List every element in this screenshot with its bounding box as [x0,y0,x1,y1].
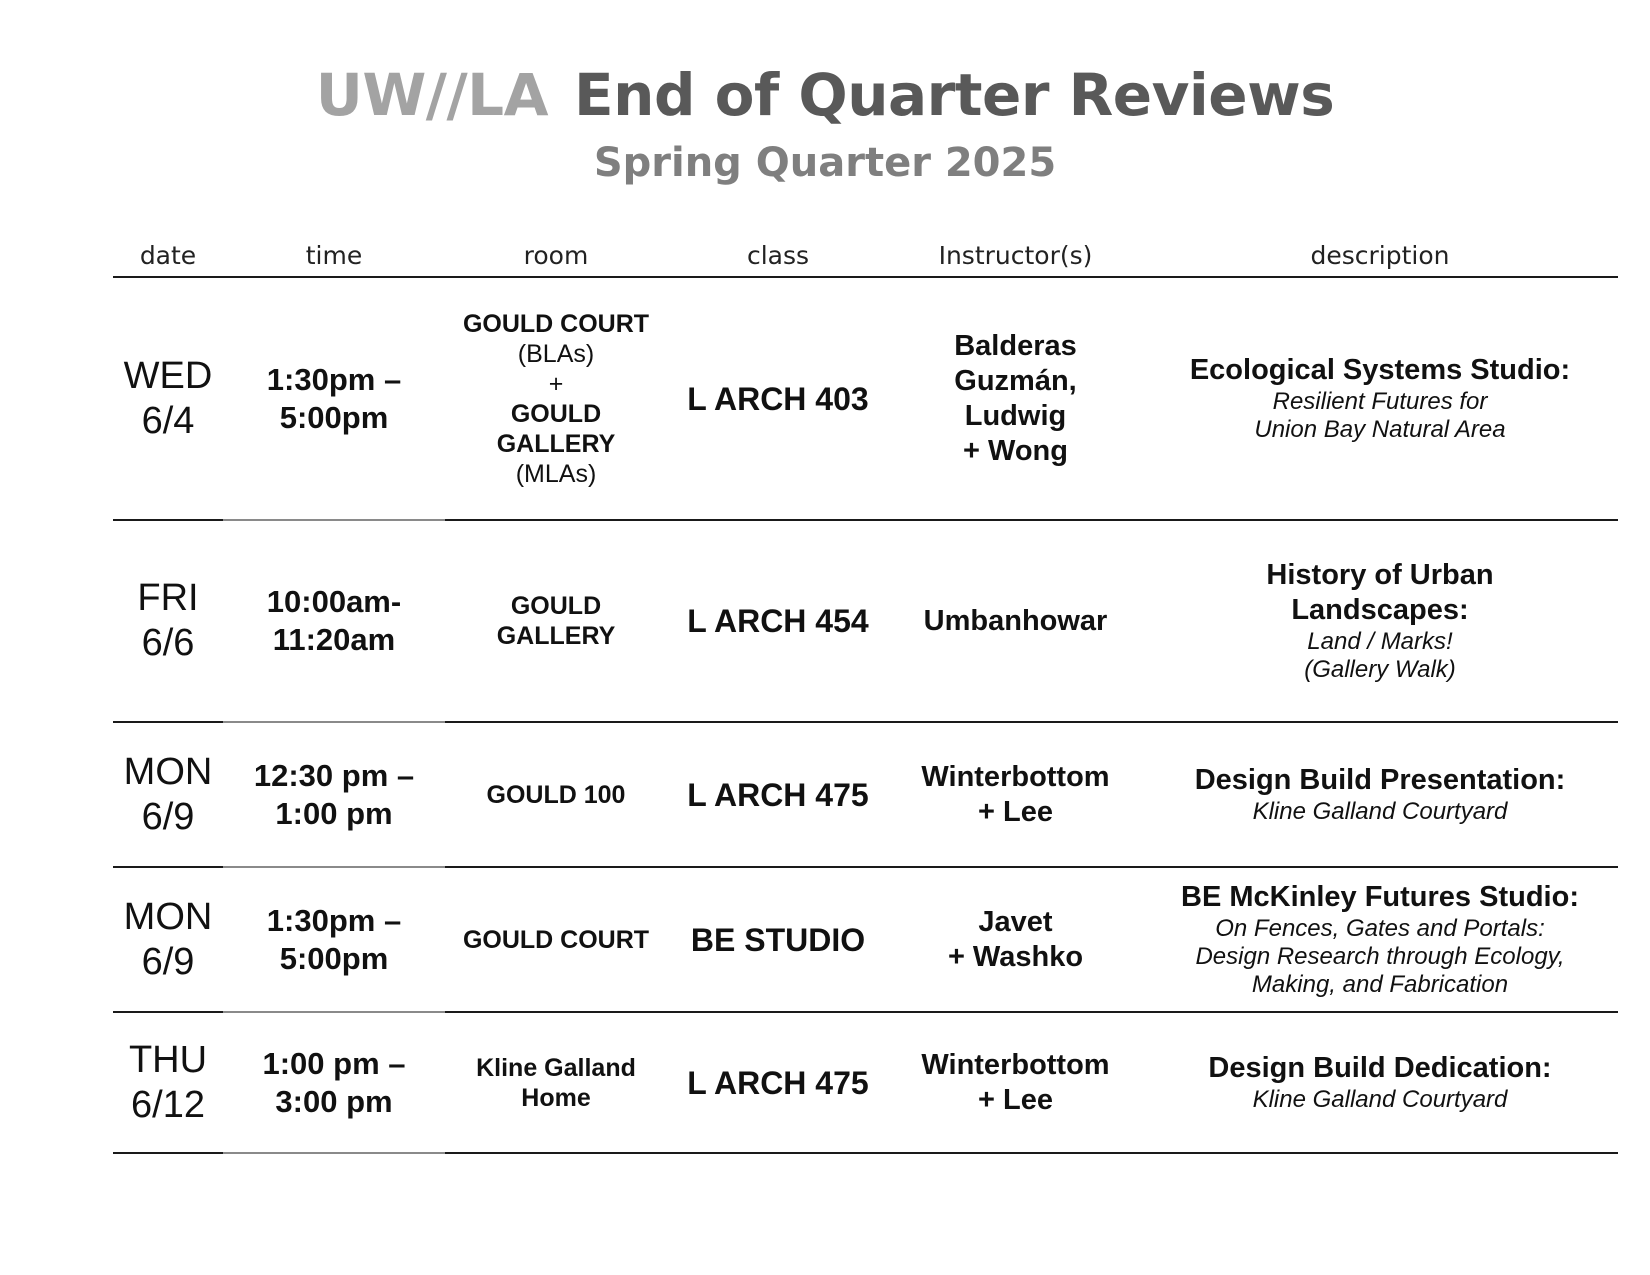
column-header-description: description [1142,222,1618,277]
instructor-line: Balderas [954,329,1077,362]
room-cell [445,1012,667,1153]
page-title [0,55,1650,135]
description-title: BE McKinley Futures Studio: [1181,881,1579,913]
page-subtitle: Spring Quarter 2025 [593,140,1057,186]
date-value: 6/4 [141,399,195,442]
instructor-line: + Lee [978,795,1053,828]
instructors-cell [889,1012,1142,1153]
instructors-cell [889,520,1142,722]
time-start: 12:30 pm – [253,757,415,793]
table-row [113,277,1618,520]
description-cell [1142,520,1618,722]
instructor-line: + Lee [978,1083,1053,1116]
room-line: GOULD [510,399,602,428]
date-value: 6/9 [141,795,195,838]
room-line: + [548,369,564,398]
instructor-line: + Wong [963,434,1068,467]
class-code: L ARCH 475 [687,1064,869,1101]
time-end: 5:00pm [279,399,389,435]
class-code: L ARCH 403 [687,380,869,417]
instructors-cell [889,867,1142,1012]
date-cell [113,277,223,520]
class-code: BE STUDIO [690,921,866,958]
room-line: GALLERY [496,622,616,650]
room-line: GOULD 100 [486,780,626,809]
instructor-line: Ludwig [964,399,1067,432]
date-cell [113,1012,223,1153]
description-subtitle: Making, and Fabrication [1251,971,1509,998]
day-of-week: WED [123,354,213,397]
description-subtitle: Design Research through Ecology, [1195,943,1565,970]
column-header-date: date [113,222,223,277]
description-cell [1142,867,1618,1012]
room-cell [445,277,667,520]
instructor-line: Javet [978,905,1053,938]
column-header-time: time [223,222,445,277]
day-of-week: MON [123,895,213,938]
description-cell [1142,277,1618,520]
description-cell [1142,1012,1618,1153]
table-body [113,277,1618,1153]
table-row [113,867,1618,1012]
table-row [113,722,1618,867]
description-title: Ecological Systems Studio: [1189,354,1571,386]
room-line: GOULD COURT [462,925,650,954]
description-subtitle: Union Bay Natural Area [1254,416,1506,443]
time-start: 1:30pm – [266,361,402,397]
description-title: Landscapes: [1291,594,1469,626]
time-cell [223,520,445,722]
date-cell [113,520,223,722]
day-of-week: MON [123,750,213,793]
description-title: History of Urban [1266,559,1494,591]
class-code: L ARCH 454 [687,603,869,639]
room-line: GOULD [510,592,602,620]
time-end: 11:20am [272,622,396,657]
time-end: 5:00pm [279,940,389,976]
time-cell [223,1012,445,1153]
date-value: 6/9 [141,940,195,983]
class-cell [667,520,889,722]
time-start: 1:30pm – [266,902,402,938]
description-subtitle: On Fences, Gates and Portals: [1215,915,1545,942]
time-cell [223,722,445,867]
table-row [113,1012,1618,1153]
room-line: (MLAs) [515,459,597,488]
date-value: 6/6 [141,622,195,664]
date-cell [113,722,223,867]
brand-logo-text: UW//LA [315,61,549,129]
room-cell [445,867,667,1012]
room-cell [445,722,667,867]
page-header [0,55,1650,191]
description-subtitle: (Gallery Walk) [1304,656,1456,683]
review-schedule-table [113,222,1618,1154]
day-of-week: THU [128,1038,208,1081]
room-line: (BLAs) [517,339,595,368]
instructor-line: Guzmán, [954,364,1077,397]
instructor-line: Winterbottom [921,1048,1110,1081]
description-title: Design Build Presentation: [1194,764,1566,796]
table-header [113,222,1618,277]
table-row [113,520,1618,722]
instructors-cell [889,277,1142,520]
time-start: 10:00am- [266,584,402,619]
description-cell [1142,722,1618,867]
class-cell [667,277,889,520]
instructor-line: Umbanhowar [923,604,1108,637]
room-line: GALLERY [496,429,616,458]
description-subtitle: Kline Galland Courtyard [1252,798,1508,825]
column-header-class: class [667,222,889,277]
date-cell [113,867,223,1012]
time-end: 1:00 pm [275,795,393,831]
room-line: Home [521,1083,591,1112]
room-line: GOULD COURT [462,309,650,338]
description-subtitle: Resilient Futures for [1272,388,1488,415]
header-row [113,222,1618,277]
time-cell [223,867,445,1012]
column-header-room: room [445,222,667,277]
time-start: 1:00 pm – [262,1045,406,1081]
class-cell [667,1012,889,1153]
description-subtitle: Kline Galland Courtyard [1252,1086,1508,1113]
room-line: Kline Galland [476,1053,636,1082]
instructor-line: + Washko [947,940,1084,973]
class-cell [667,867,889,1012]
title-text: End of Quarter Reviews [574,61,1335,129]
date-value: 6/12 [131,1083,205,1126]
time-cell [223,277,445,520]
description-title: Design Build Dedication: [1208,1052,1552,1084]
description-subtitle: Land / Marks! [1307,628,1453,655]
day-of-week: FRI [137,577,199,619]
instructor-line: Winterbottom [921,760,1110,793]
column-header-instructors: Instructor(s) [889,222,1142,277]
instructors-cell [889,722,1142,867]
class-code: L ARCH 475 [687,776,869,813]
time-end: 3:00 pm [275,1083,393,1119]
room-cell [445,520,667,722]
class-cell [667,722,889,867]
